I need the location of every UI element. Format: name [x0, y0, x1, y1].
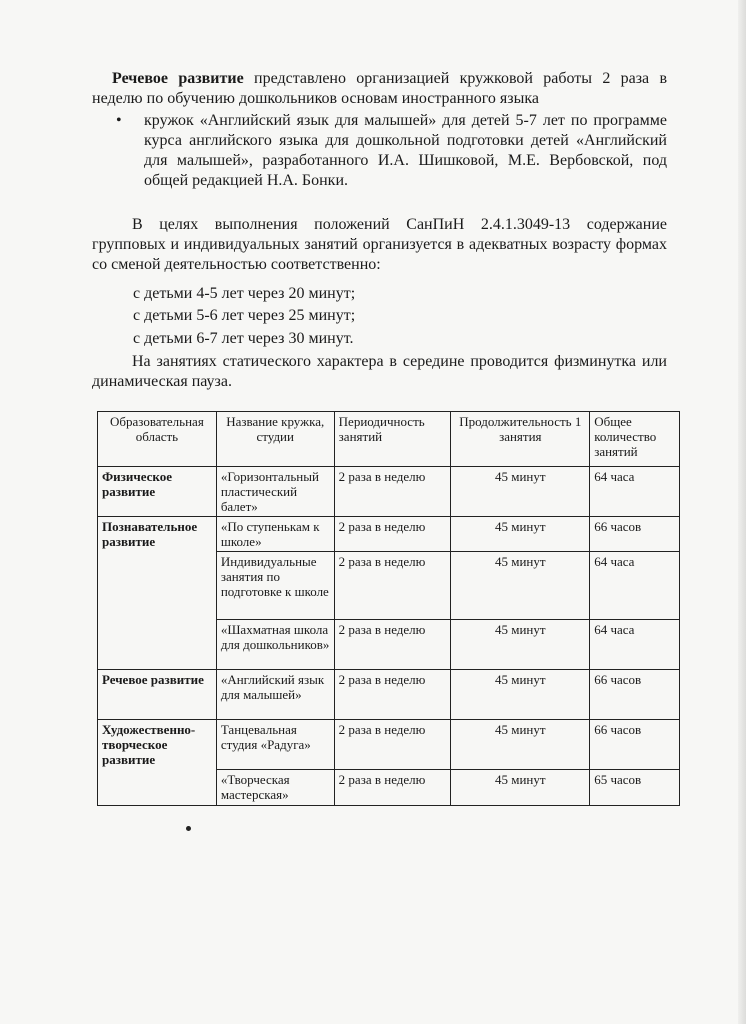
table-header-row — [98, 412, 680, 467]
cell-duration: 45 минут — [451, 552, 590, 620]
age-line-2: с детьми 5-6 лет через 25 минут; — [133, 307, 356, 324]
table-row — [98, 720, 680, 770]
cell-duration: 45 минут — [451, 670, 590, 720]
cell-name: Танцевальная студия «Радуга» — [216, 720, 334, 770]
cell-name: «По ступенькам к школе» — [216, 517, 334, 552]
table-row — [98, 517, 680, 552]
cell-name: «Шахматная школа для дошкольников» — [216, 620, 334, 670]
cell-frequency: 2 раза в неделю — [334, 720, 451, 770]
cell-total: 66 часов — [590, 670, 680, 720]
cell-name: Индивидуальные занятия по подготовке к школе — [216, 552, 334, 620]
cell-frequency: 2 раза в неделю — [334, 770, 451, 806]
cell-area: Художественно-творческое развитие — [98, 720, 217, 806]
intro-paragraph — [92, 69, 667, 109]
cell-name: «Творческая мастерская» — [216, 770, 334, 806]
cell-name: «Английский язык для малышей» — [216, 670, 334, 720]
cell-area: Познавательное развитие — [98, 517, 217, 670]
header-frequency: Периодичность занятий — [334, 412, 451, 467]
cell-duration: 45 минут — [451, 770, 590, 806]
cell-duration: 45 минут — [451, 517, 590, 552]
header-duration: Продолжительность 1 занятия — [451, 412, 590, 467]
header-total: Общее количество занятий — [590, 412, 680, 467]
table-row — [98, 670, 680, 720]
cell-total: 64 часа — [590, 467, 680, 517]
cell-duration: 45 минут — [451, 720, 590, 770]
cell-area: Речевое развитие — [98, 670, 217, 720]
cell-total: 64 часа — [590, 552, 680, 620]
bullet-icon: • — [116, 112, 122, 129]
cell-frequency: 2 раза в неделю — [334, 620, 451, 670]
table-row — [98, 467, 680, 517]
cell-frequency: 2 раза в неделю — [334, 467, 451, 517]
intro-bold: Речевое развитие — [112, 70, 244, 87]
bullet-text: кружок «Английский язык для малышей» для детей 5-7 лет по программе курса английского языка для дошкольной подготовки детей «Английский для малышей», разработанного И.А. Шишковой, М.Е. Вербовской, под общей редакцией Н.А. Бонки. — [144, 112, 667, 189]
cell-total: 66 часов — [590, 720, 680, 770]
sanpin-paragraph: В целях выполнения положений СанПиН 2.4.1.3049-13 содержание групповых и индивидуальных занятий организуется в адекватных возрасту формах со сменой деятельностью соответственно: — [92, 216, 667, 273]
cell-total: 66 часов — [590, 517, 680, 552]
cell-total: 64 часа — [590, 620, 680, 670]
static-activity-paragraph: На занятиях статического характера в середине проводится физминутка или динамическая пауза. — [92, 353, 667, 390]
cell-duration: 45 минут — [451, 467, 590, 517]
header-area: Образовательная область — [98, 412, 217, 467]
cell-frequency: 2 раза в неделю — [334, 552, 451, 620]
age-line-1: с детьми 4-5 лет через 20 минут; — [133, 285, 356, 302]
cell-total: 65 часов — [590, 770, 680, 806]
cell-name: «Горизонтальный пластический балет» — [216, 467, 334, 517]
page-edge — [738, 0, 746, 1024]
header-name: Название кружка, студии — [216, 412, 334, 467]
clubs-table — [97, 411, 680, 806]
cell-frequency: 2 раза в неделю — [334, 517, 451, 552]
age-line-3: с детьми 6-7 лет через 30 минут. — [133, 330, 354, 347]
cell-duration: 45 минут — [451, 620, 590, 670]
ink-dot — [186, 826, 191, 831]
cell-area: Физическое развитие — [98, 467, 217, 517]
cell-frequency: 2 раза в неделю — [334, 670, 451, 720]
intro-text: представлено организацией кружковой работы 2 раза в неделю по обучению дошкольников основам иностранного языка — [92, 70, 668, 107]
